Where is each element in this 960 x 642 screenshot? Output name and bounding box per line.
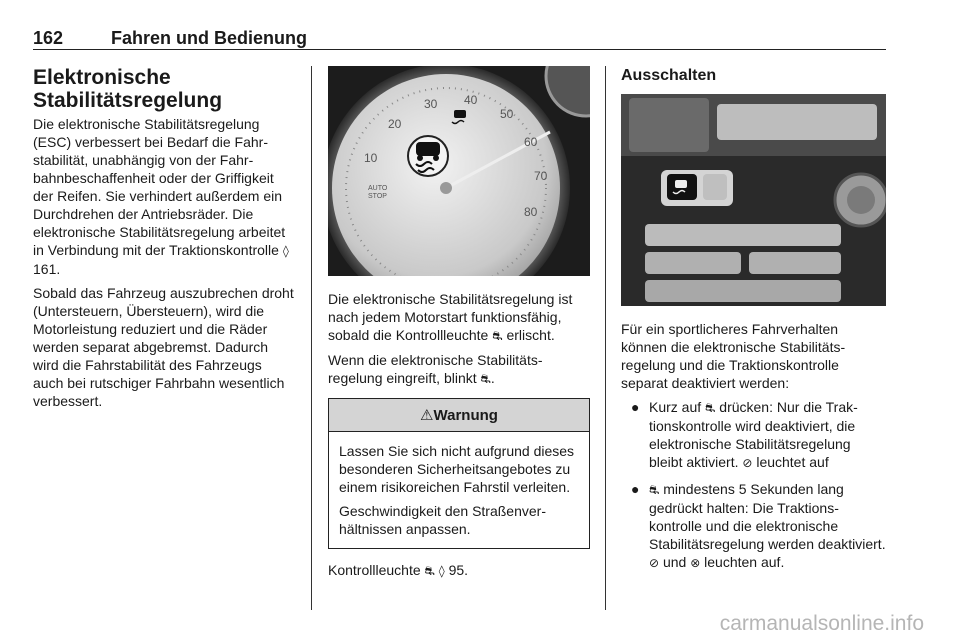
warning-header <box>329 399 589 432</box>
center-console-illustration <box>621 94 886 306</box>
tick-label-30: 30 <box>424 97 438 111</box>
esc-indicator-icon: ⛐ <box>424 564 435 578</box>
esc-indicator-icon: ⛐ <box>492 329 503 343</box>
list-item <box>621 480 886 572</box>
esc-intro-paragraph <box>33 115 295 278</box>
item-text: und <box>659 554 691 570</box>
tick-label-70: 70 <box>534 169 548 183</box>
tc-off-indicator-icon: ⊘ <box>649 556 660 570</box>
esc-indicator-icon: ⛐ <box>649 483 660 497</box>
esc-blink-paragraph <box>328 351 590 388</box>
column-left <box>33 66 295 416</box>
tick-label-10: 10 <box>364 151 378 165</box>
warning-body <box>329 432 589 548</box>
column-divider-2 <box>605 66 606 610</box>
esc-function-paragraph: Sobald das Fahrzeug auszubrechen droht (Untersteuern, Übersteuern), wird die Motorleistung reduziert und die Räder werden separat abgebremst. Dadurch wird die Fahrstabilität des Fahrzeugs auch bei rutschiger Fahrbahn wesentlich verbessert. <box>33 285 294 409</box>
esc-warning-light-icon <box>408 136 448 176</box>
tick-label-60: 60 <box>524 135 538 149</box>
ref-arrow-icon: ◊ <box>438 564 445 578</box>
warning-text-1: Lassen Sie sich nicht aufgrund dieses besonderen Sicherheitsangebotes zu einem risikoreichen Fahrstil verleiten. <box>339 443 575 495</box>
item-text: leuchten auf. <box>700 554 785 570</box>
warning-title: Warnung <box>433 406 498 424</box>
deactivate-options-list <box>621 398 886 572</box>
tick-label-80: 80 <box>524 205 538 219</box>
item-text: leuchtet auf <box>752 454 829 470</box>
ref-arrow-icon: ◊ <box>282 244 289 258</box>
page-reference[interactable]: 161. <box>33 261 61 277</box>
para-text-end: . <box>490 370 495 386</box>
column-middle <box>328 66 590 586</box>
page-title: Fahren und Bedienung <box>111 28 307 48</box>
warning-text-2: Geschwindigkeit den Straßenverhältnissen anpassen. <box>339 503 546 537</box>
column-right <box>621 66 886 580</box>
para-text: Kontrollleuchte <box>328 562 425 578</box>
deactivate-intro-paragraph: Für ein sportlicheres Fahrverhalten können die elektronische Stabilitätsregelung und die Traktionskontrolle separat deaktiviert werden: <box>621 321 846 391</box>
page-header <box>33 20 886 52</box>
tick-label-20: 20 <box>388 117 402 131</box>
esc-indicator-icon: ⛐ <box>480 372 491 386</box>
speedometer-figure <box>328 66 590 276</box>
list-item <box>621 398 886 472</box>
speedometer-illustration <box>328 66 590 276</box>
esc-indicator-icon: ⛐ <box>705 401 716 415</box>
para-text-end: erlischt. <box>506 327 555 343</box>
section-heading <box>33 66 295 112</box>
warning-box <box>328 398 590 549</box>
heading-line-1: Elektronische <box>33 66 171 89</box>
header-rule <box>33 49 886 50</box>
watermark: carmanualsonline.info <box>719 612 924 635</box>
item-text: drücken: Nur die Traktionskontrolle wird deaktiviert, die elektronische Stabilitätsregelung bleibt aktiviert. <box>649 399 858 470</box>
para-text: Die elektronische Stabilitätsregelung ist nach jedem Motorstart funktionsfähig, sobald die Kontrollleuchte <box>328 291 573 343</box>
page-number: 162 <box>33 28 64 48</box>
indicator-reference-paragraph <box>328 561 590 580</box>
page-reference[interactable]: 95. <box>448 562 469 578</box>
esc-off-indicator-icon: ⊗ <box>690 556 701 570</box>
subsection-heading: Ausschalten <box>621 67 717 84</box>
esc-startup-paragraph <box>328 290 590 345</box>
column-divider-1 <box>311 66 312 610</box>
tc-off-indicator-icon: ⊘ <box>742 456 753 470</box>
para-text: Die elektronische Stabilitätsregelung (ESC) verbessert bei Bedarf die Fahrstabilität, unabhängig von der Fahrbahnbeschaffenheit oder der Griffigkeit der Reifen. Sie verhindert außerdem ein Durchdrehen der Antriebsräder. Die elektronische Stabilitätsregelung arbeitet in Verbindung mit der Traktionskontrolle <box>33 116 286 258</box>
bullet: ● <box>631 399 640 415</box>
tick-label-40: 40 <box>464 93 478 107</box>
para-text: Wenn die elektronische Stabilitätsregelung eingreift, blinkt <box>328 352 543 386</box>
heading-line-2: Stabilitätsregelung <box>33 89 223 112</box>
item-text: mindestens 5 Sekunden lang gedrückt halten: Die Traktionskontrolle und die elektronische Stabilitätsregelung werden deaktiviert. <box>649 481 886 552</box>
tick-label-50: 50 <box>500 107 514 121</box>
console-figure <box>621 94 886 306</box>
auto-stop-label-1: AUTO <box>368 185 388 192</box>
bullet: ● <box>631 481 640 497</box>
auto-stop-label-2: STOP <box>368 193 387 200</box>
item-text: Kurz auf <box>649 399 706 415</box>
warning-triangle-icon: ⚠ <box>420 407 434 424</box>
